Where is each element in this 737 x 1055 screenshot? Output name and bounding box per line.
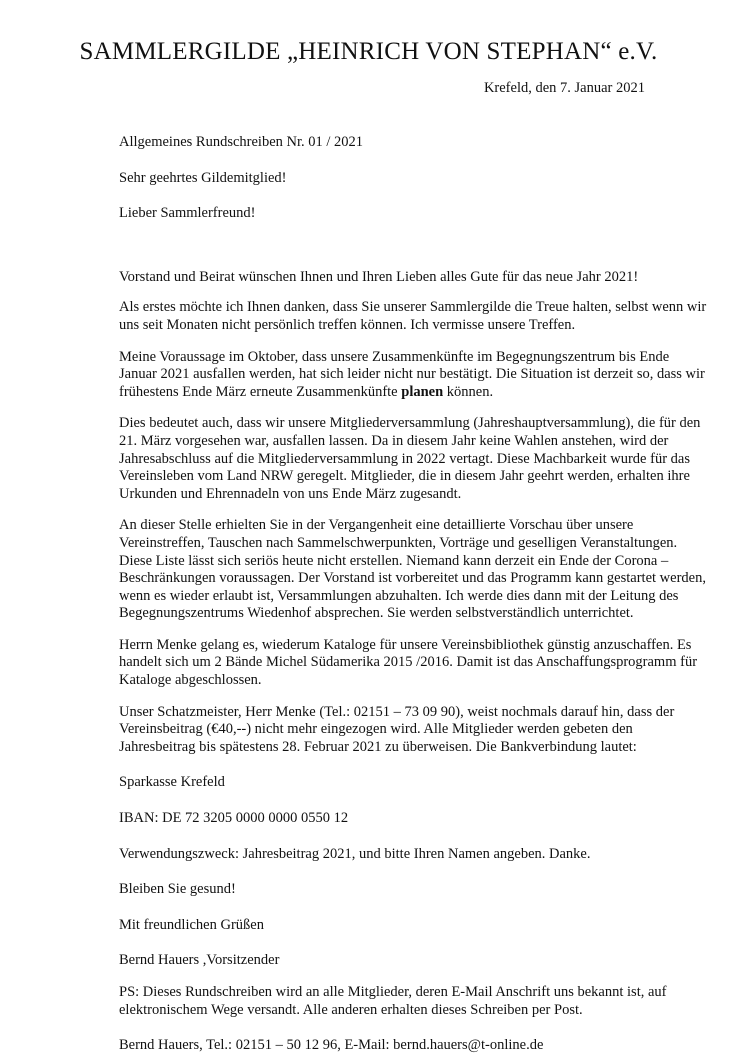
greeting-2: Lieber Sammlerfreund! [119,205,256,222]
text-line [119,384,659,402]
paragraph-new-year [119,269,659,287]
text-line: Meine Voraussage im Oktober, dass unsere Zusammenkünfte im Begegnungszentrum bis Ende [119,348,670,365]
text-line: PS: Dieses Rundschreiben wird an alle Mitglieder, deren E-Mail Anschrift uns bekannt ist, auf [119,984,667,1000]
paragraph-catalogs [119,636,698,690]
text-line: Dies bedeutet auch, dass wir unsere Mitgliederversammlung (Jahreshauptversammlung), die für den [119,415,701,432]
letter-body [119,134,707,1055]
text-line: Begegnungszentrums Wiedenhof absprechen. Sie werden selbstverständlich unterrichtet. [119,605,634,622]
text-line: Vereinsbeitrag (€40,--) nicht mehr eingezogen wird. Alle Mitglieder werden gebeten den [119,721,633,738]
text-line: An dieser Stelle erhielten Sie in der Vergangenheit eine detaillierte Vorschau über unsere [119,517,634,534]
text-line: 21. März vorgesehen war, ausfallen lassen. Da in diesem Jahr keine Wahlen anstehen, wird der [119,432,669,449]
text-line: elektronischem Wege versandt. Alle anderen erhalten dieses Schreiben per Post. [119,1001,583,1018]
postscript [119,984,667,1019]
text-fragment: frühestens Ende März erneute Zusammenkünfte [119,383,402,400]
text-line: Januar 2021 ausfallen werden, hat sich leider nicht nur bestätigt. Die Situation ist derzeit so, dass wir [119,366,705,383]
text-line: Kataloge abgeschlossen. [119,672,262,689]
letterhead-title: SAMMLERGILDE „HEINRICH VON STEPHAN“ e.V. [79,38,658,65]
text-line: Jahresbeitrag bis spätestens 28. Februar 2021 zu überweisen. Die Bankverbindung lautet: [119,738,637,755]
closing-regards: Mit freundlichen Grüßen [119,916,264,933]
paragraph-treasurer [119,703,675,757]
text-line: Herrn Menke gelang es, wiederum Kataloge für unsere Vereinsbibliothek günstig anzuschaffen. Es [119,636,692,653]
contact-line: Bernd Hauers, Tel.: 02151 – 50 12 96, E-Mail: bernd.hauers@t-online.de [119,1037,544,1054]
text-line: Diese Liste lässt sich seriös heute nicht erstellen. Niemand kann derzeit ein Ende der Corona – [119,552,669,569]
closing-wish: Bleiben Sie gesund! [119,881,236,898]
text-line: Unser Schatzmeister, Herr Menke (Tel.: 02151 – 73 09 90), weist nochmals darauf hin, dass der [119,703,675,720]
text-line: wenn es wieder erlaubt ist, Versammlungen abzuhalten. Ich werde dies dann mit der Leitung des [119,587,679,604]
paragraph-program [119,517,706,623]
iban-line: IBAN: DE 72 3205 0000 0000 0550 12 [119,810,349,827]
text-line: uns seit Monaten nicht persönlich treffen können. Ich vermisse unsere Treffen. [119,316,576,333]
greeting-1: Sehr geehrtes Gildemitglied! [119,169,287,186]
bank-name: Sparkasse Krefeld [119,774,225,791]
text-line: Beschränkungen voraussagen. Der Vorstand ist vorbereitet und das Programm kann gestartet werden, [119,570,706,587]
text-line: Vereinstreffen, Tauschen nach Sammelschwerpunkten, Vorträge und geselligen Veranstaltungen. [119,534,678,551]
text-line: Vereinsleben vom Land NRW geregelt. Mitglieder, die in diesem Jahr geehrt werden, erhalten ihre [119,468,690,485]
date-line: Krefeld, den 7. Januar 2021 [483,80,645,96]
subject-line: Allgemeines Rundschreiben Nr. 01 / 2021 [119,134,364,150]
text-line: handelt sich um 2 Bände Michel Südamerika 2015 /2016. Damit ist das Anschaffungsprogramm für [119,654,698,671]
emphasis-planen: planen [401,383,444,400]
text-line: Urkunden und Ehrennadeln von uns Ende März zugesandt. [119,485,462,502]
text-line: Vorstand und Beirat wünschen Ihnen und Ihren Lieben alles Gute für das neue Jahr 2021! [119,268,639,285]
paragraph-assembly [119,415,701,503]
text-line: Als erstes möchte ich Ihnen danken, dass Sie unserer Sammlergilde die Treue halten, selbst wenn wir [119,299,707,316]
payment-purpose: Verwendungszweck: Jahresbeitrag 2021, und bitte Ihren Namen angeben. Danke. [119,845,591,862]
text-line: Jahresabschluss auf die Mitgliederversammlung in 2022 vertagt. Diese Machbarkeit wurde für das [119,450,690,467]
text-fragment: können. [443,383,494,400]
paragraph-thanks [119,299,707,334]
paragraph-forecast [119,348,705,402]
signature: Bernd Hauers ,Vorsitzender [119,952,280,969]
